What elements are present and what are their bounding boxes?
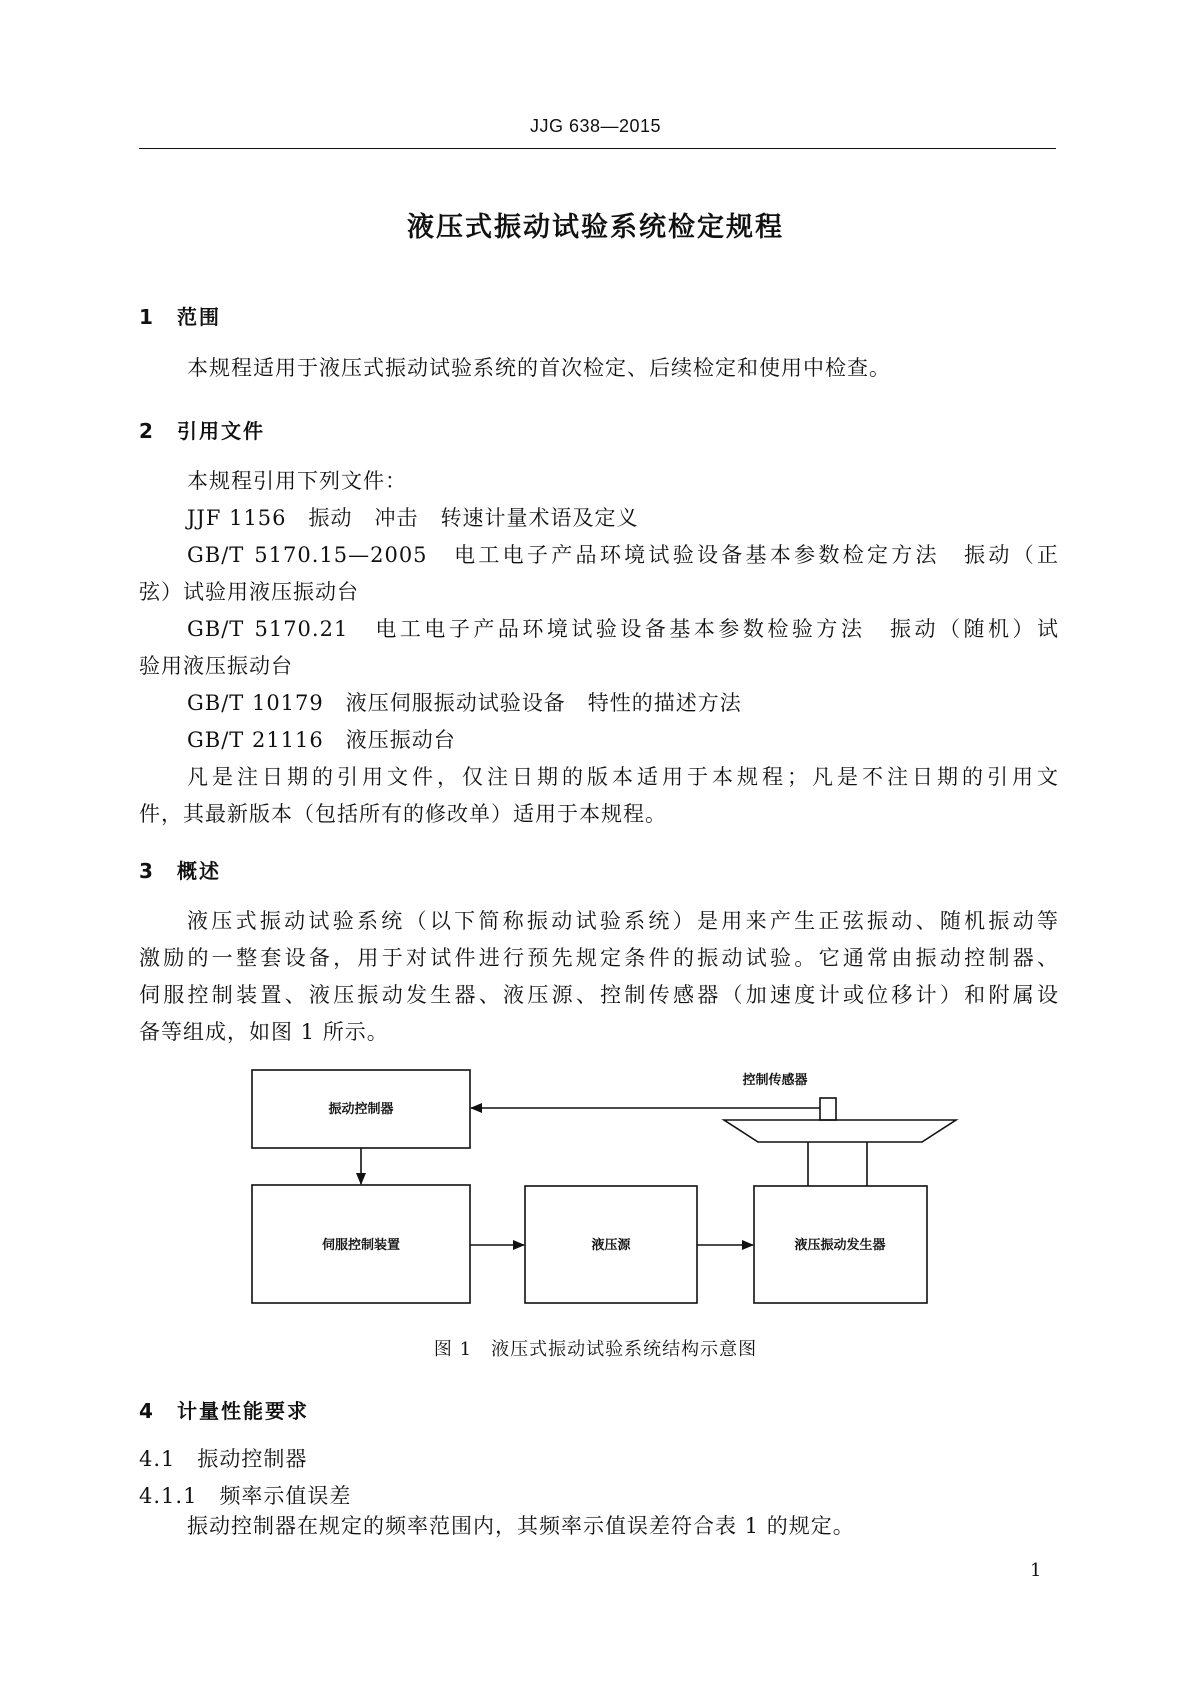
generator-label: 液压振动发生器 — [794, 1238, 886, 1253]
section-1-body — [139, 350, 1059, 387]
paragraph: 本规程适用于液压式振动试验系统的首次检定、后续检定和使用中检查。 — [187, 356, 891, 380]
subsection-4-1-1 — [139, 1480, 351, 1510]
paragraph: 振动控制器在规定的频率范围内，其频率示值误差符合表 1 的规定。 — [187, 1514, 855, 1538]
section-2-body — [139, 463, 1059, 833]
servo-label: 伺服控制装置 — [321, 1238, 401, 1253]
subsection-title: 振动控制器 — [197, 1447, 308, 1471]
section-2-heading — [139, 415, 265, 444]
paragraph-line: 件，其最新版本（包括所有的修改单）适用于本规程。 — [139, 802, 667, 826]
reference-item-cont: 弦）试验用液压振动台 — [139, 580, 359, 604]
section-4-body — [139, 1508, 1059, 1545]
subsection-title: 频率示值误差 — [219, 1484, 352, 1508]
paragraph-line: 备等组成，如图 1 所示。 — [139, 1020, 389, 1044]
section-title: 计量性能要求 — [177, 1399, 309, 1423]
hydraulic-source-label: 液压源 — [591, 1238, 631, 1253]
system-diagram — [240, 1060, 960, 1320]
section-title: 概述 — [177, 859, 221, 883]
controller-label: 振动控制器 — [328, 1102, 394, 1117]
subsection-number: 4.1 — [139, 1447, 176, 1471]
paragraph-line: 伺服控制装置、液压振动发生器、液压源、控制传感器（加速度计或位移计）和附属设 — [139, 983, 1059, 1007]
section-3-body — [139, 903, 1059, 1051]
reference-item: JJF 1156 振动 冲击 转速计量术语及定义 — [187, 506, 639, 530]
subsection-number: 4.1.1 — [139, 1484, 198, 1508]
vibration-table — [724, 1120, 956, 1142]
subsection-4-1 — [139, 1443, 307, 1473]
reference-item: GB/T 21116 液压振动台 — [187, 728, 456, 752]
paragraph-line: 液压式振动试验系统（以下简称振动试验系统）是用来产生正弦振动、随机振动等 — [187, 909, 1059, 933]
paragraph-line: 本规程引用下列文件： — [187, 469, 407, 493]
header-rule — [139, 148, 1056, 149]
section-number: 1 — [139, 305, 153, 329]
running-header: JJG 638—2015 — [529, 116, 662, 136]
figure-caption: 图 1 液压式振动试验系统结构示意图 — [433, 1339, 758, 1360]
section-1-heading — [139, 301, 221, 330]
reference-item: GB/T 5170.15—2005 电工电子产品环境试验设备基本参数检定方法 振动（正 — [187, 543, 1059, 567]
section-number: 2 — [139, 419, 153, 443]
sensor-block — [820, 1098, 836, 1120]
section-number: 3 — [139, 859, 153, 883]
diagram-svg — [240, 1060, 960, 1320]
section-4-heading — [139, 1395, 309, 1424]
page-number: 1 — [1030, 1560, 1042, 1581]
sensor-label: 控制传感器 — [742, 1073, 808, 1088]
section-3-heading — [139, 855, 221, 884]
section-title: 引用文件 — [177, 419, 265, 443]
section-title: 范围 — [177, 305, 221, 329]
paragraph-line: 激励的一整套设备，用于对试件进行预先规定条件的振动试验。它通常由振动控制器、 — [139, 946, 1059, 970]
reference-item: GB/T 10179 液压伺服振动试验设备 特性的描述方法 — [187, 691, 742, 715]
paragraph-line: 凡是注日期的引用文件，仅注日期的版本适用于本规程；凡是不注日期的引用文 — [187, 765, 1059, 789]
document-title: 液压式振动试验系统检定规程 — [407, 212, 784, 243]
reference-item-cont: 验用液压振动台 — [139, 654, 293, 678]
section-number: 4 — [139, 1399, 153, 1423]
reference-item: GB/T 5170.21 电工电子产品环境试验设备基本参数检验方法 振动（随机）试 — [187, 617, 1059, 641]
